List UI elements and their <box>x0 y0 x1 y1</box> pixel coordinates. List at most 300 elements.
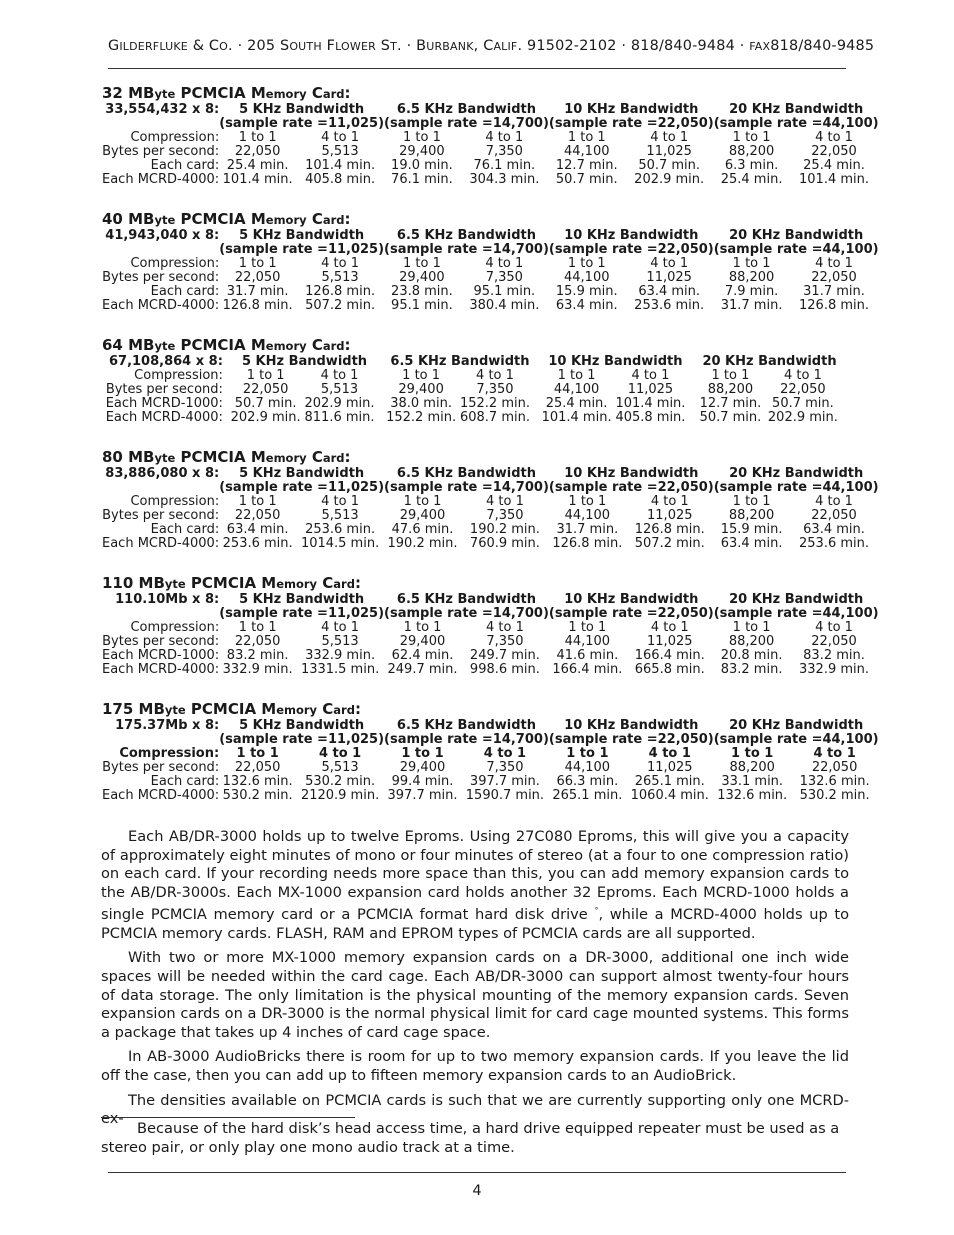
table-cell: 31.7 min. <box>226 284 289 299</box>
table-cell: 83.2 min. <box>803 648 865 663</box>
table-cell: 63.4 min. <box>226 522 289 537</box>
capacity-label: 83,886,080 x 8: <box>105 466 220 481</box>
paragraph-1: Each AB/DR-3000 holds up to twelve Eproms. Using 27C080 Eproms, this will give you a capacity of approximately eight minutes of mono or four minutes of stereo (at a four to one compression ratio) on each card. If your recording needs more space than this, you can add memory expansion cards to the AB/DR-3000s. Each MX-1000 expansion card holds another 32 Eproms. Each MCRD-1000 holds a single PCMCIA memory card or a PCMCIA format hard disk drive °, while a MCRD-4000 holds up to PCMCIA memory cards. FLASH, RAM and EPROM types of PCMCIA cards are all supported. <box>101 828 850 942</box>
table-cell: 4 to 1 <box>321 620 360 635</box>
table-cell: 50.7 min. <box>234 396 297 411</box>
table-cell: 50.7 min. <box>699 410 762 425</box>
table-row <box>102 369 842 383</box>
sample-rate-header: (sample rate =22,050) <box>548 116 714 131</box>
sample-rate-header: (sample rate =22,050) <box>548 480 714 495</box>
paragraph-3: In AB-3000 AudioBricks there is room for up to two memory expansion cards. If you leave the lid off the case, then you can add up to fifteen memory expansion cards to an AudioBrick. <box>101 1048 849 1084</box>
bandwidth-header: 5 KHz Bandwidth <box>239 592 365 607</box>
table-cell: 63.4 min. <box>555 298 618 313</box>
row-label: Bytes per second: <box>102 270 220 285</box>
table-cell: 44,100 <box>553 382 600 397</box>
table-cell: 126.8 min. <box>799 298 870 313</box>
table-cell: 397.7 min. <box>387 788 458 803</box>
table-cell: 1 to 1 <box>568 494 607 509</box>
page-number: 4 <box>472 1183 482 1199</box>
table-cell: 1 to 1 <box>732 620 771 635</box>
table-cell: 2120.9 min. <box>300 788 380 803</box>
table-cell: 7.9 min. <box>724 284 779 299</box>
table-row <box>102 299 879 313</box>
table-cell: 1 to 1 <box>403 620 442 635</box>
table-row <box>102 411 842 425</box>
sample-rate-header: (sample rate =14,700) <box>384 242 549 257</box>
row-label: Each MCRD-4000: <box>102 172 220 187</box>
table-cell: 1 to 1 <box>402 256 441 271</box>
table-cell: 29,400 <box>399 760 446 775</box>
table-cell: 405.8 min. <box>305 172 376 187</box>
sample-rate-row <box>102 607 879 621</box>
table-cell: 38.0 min. <box>390 396 452 411</box>
table-cell: 101.4 min. <box>541 410 612 425</box>
table-cell: 88,200 <box>728 270 775 285</box>
table-cell: 29,400 <box>398 382 444 397</box>
table-cell: 332.9 min. <box>305 648 376 663</box>
table-cell: 132.6 min. <box>799 774 870 789</box>
table-cell: 5,513 <box>321 760 359 775</box>
table-cell: 4 to 1 <box>485 130 524 145</box>
bandwidth-header: 20 KHz Bandwidth <box>729 102 864 117</box>
table-cell: 4 to 1 <box>815 494 853 509</box>
table-cell: 25.4 min. <box>803 158 865 173</box>
table-cell: 7,350 <box>486 634 524 649</box>
table-cell: 811.6 min. <box>304 410 375 425</box>
table-cell: 1 to 1 <box>567 256 606 271</box>
table-cell: 4 to 1 <box>783 368 822 383</box>
row-label: Compression: <box>119 746 220 761</box>
table-cell: 50.7 min. <box>638 158 701 173</box>
row-label: Each card: <box>150 774 220 789</box>
table-cell: 7,350 <box>486 760 524 775</box>
footnote: Because of the hard disk’s head access time, a hard drive equipped repeater must be used as a stereo pair, or only play one mono audio track at a time. <box>101 1120 840 1156</box>
table-cell: 265.1 min. <box>552 788 623 803</box>
table-row <box>102 635 879 649</box>
section-title: 175 MByte PCMCIA Memory Card: <box>102 700 361 718</box>
section-title: 64 MByte PCMCIA Memory Card: <box>102 336 351 354</box>
memory-card-section <box>102 448 879 551</box>
table-cell: 760.9 min. <box>469 536 540 551</box>
table-cell: 22,050 <box>234 270 281 285</box>
table-cell: 19.0 min. <box>391 158 453 173</box>
table-cell: 1 to 1 <box>238 130 277 145</box>
table-cell: 31.7 min. <box>720 298 783 313</box>
bandwidth-header: 6.5 KHz Bandwidth <box>390 354 530 369</box>
table-row <box>102 271 879 285</box>
table-cell: 4 to 1 <box>815 256 853 271</box>
table-cell: 1 to 1 <box>711 368 750 383</box>
capacity-table <box>102 593 879 677</box>
section-title: 110 MByte PCMCIA Memory Card: <box>102 574 361 592</box>
table-cell: 126.8 min. <box>552 536 623 551</box>
capacity-table <box>102 467 879 551</box>
bandwidth-header: 6.5 KHz Bandwidth <box>396 718 537 733</box>
table-cell: 608.7 min. <box>459 410 530 425</box>
table-row <box>102 537 879 551</box>
table-row <box>102 663 879 677</box>
bandwidth-header-row <box>102 467 879 481</box>
table-cell: 25.4 min. <box>545 396 608 411</box>
footer-rule <box>108 1172 846 1173</box>
table-cell: 1331.5 min. <box>300 662 380 677</box>
bandwidth-header-row <box>102 593 879 607</box>
table-cell: 1590.7 min. <box>465 788 545 803</box>
table-cell: 31.7 min. <box>556 522 619 537</box>
capacity-label: 175.37Mb x 8: <box>115 718 220 733</box>
memory-card-section <box>102 210 879 313</box>
section-title: 32 MByte PCMCIA Memory Card: <box>102 84 351 102</box>
table-cell: 4 to 1 <box>815 130 853 145</box>
table-cell: 1 to 1 <box>557 368 596 383</box>
bandwidth-header: 6.5 KHz Bandwidth <box>396 102 537 117</box>
row-label: Bytes per second: <box>102 144 220 159</box>
table-cell: 4 to 1 <box>648 746 691 761</box>
sample-rate-header: (sample rate =44,100) <box>713 480 879 495</box>
table-cell: 66.3 min. <box>556 774 619 789</box>
table-row <box>102 621 879 635</box>
table-cell: 4 to 1 <box>476 368 514 383</box>
table-cell: 22,050 <box>811 144 857 159</box>
paragraph-2: With two or more MX-1000 memory expansion cards on a DR-3000, additional one inch wide spaces will be needed within the card cage. Each AB/DR-3000 can support almost twenty-four hours of data storage. The only limitation is the physical mounting of the memory expansion cards. Seven expansion cards on a DR-3000 is the normal physical limit for card cage mounted systems. This forms a package that takes up 4 inches of card cage space. <box>101 949 849 1041</box>
bandwidth-header: 10 KHz Bandwidth <box>548 354 683 369</box>
table-cell: 4 to 1 <box>321 256 360 271</box>
bandwidth-header: 10 KHz Bandwidth <box>564 466 699 481</box>
table-cell: 202.9 min. <box>767 410 838 425</box>
section-title: 40 MByte PCMCIA Memory Card: <box>102 210 351 228</box>
table-cell: 4 to 1 <box>321 494 360 509</box>
table-cell: 1 to 1 <box>402 130 441 145</box>
sample-rate-header: (sample rate =11,025) <box>219 606 385 621</box>
memory-card-section <box>102 574 879 677</box>
sample-rate-header: (sample rate =11,025) <box>219 116 385 131</box>
table-cell: 99.4 min. <box>391 774 454 789</box>
table-cell: 83.2 min. <box>226 648 289 663</box>
row-label: Bytes per second: <box>102 760 220 775</box>
row-label: Each MCRD-1000: <box>105 396 223 411</box>
bandwidth-header: 20 KHz Bandwidth <box>729 592 864 607</box>
table-cell: 190.2 min. <box>387 536 458 551</box>
sample-rate-header: (sample rate =44,100) <box>713 242 879 257</box>
bandwidth-header: 20 KHz Bandwidth <box>729 718 864 733</box>
table-cell: 50.7 min. <box>555 172 618 187</box>
capacity-table <box>102 103 879 187</box>
table-cell: 4 to 1 <box>650 620 689 635</box>
table-cell: 332.9 min. <box>799 662 870 677</box>
table-cell: 5,513 <box>320 382 359 397</box>
row-label: Compression: <box>130 256 220 271</box>
table-row <box>102 257 879 271</box>
table-cell: 530.2 min. <box>222 788 293 803</box>
table-cell: 88,200 <box>707 382 754 397</box>
table-row <box>102 789 879 803</box>
bandwidth-header: 10 KHz Bandwidth <box>564 102 699 117</box>
table-cell: 22,050 <box>234 144 281 159</box>
sample-rate-header: (sample rate =44,100) <box>713 116 879 131</box>
sample-rate-header: (sample rate =14,700) <box>384 116 549 131</box>
row-label: Each MCRD-4000: <box>102 536 220 551</box>
table-row <box>102 159 879 173</box>
paragraph-4: The densities available on PCMCIA cards is such that we are currently supporting only one MCRD- ex- <box>101 1091 849 1128</box>
table-cell: 530.2 min. <box>799 788 870 803</box>
table-cell: 1 to 1 <box>238 494 277 509</box>
table-cell: 1 to 1 <box>238 256 277 271</box>
table-cell: 4 to 1 <box>321 130 360 145</box>
table-cell: 44,100 <box>564 634 611 649</box>
table-cell: 1 to 1 <box>403 494 442 509</box>
bandwidth-header-row <box>102 355 842 369</box>
table-cell: 166.4 min. <box>552 662 623 677</box>
capacity-label: 67,108,864 x 8: <box>108 354 223 369</box>
table-cell: 4 to 1 <box>650 130 689 145</box>
table-cell: 5,513 <box>321 634 359 649</box>
table-cell: 253.6 min. <box>305 522 376 537</box>
sample-rate-row <box>102 243 879 257</box>
bandwidth-header: 10 KHz Bandwidth <box>564 718 699 733</box>
table-cell: 101.4 min. <box>305 158 376 173</box>
table-cell: 265.1 min. <box>634 774 705 789</box>
table-cell: 152.2 min. <box>386 410 457 425</box>
table-cell: 95.1 min. <box>473 284 536 299</box>
table-cell: 29,400 <box>399 144 445 159</box>
table-cell: 11,025 <box>647 508 693 523</box>
table-cell: 41.6 min. <box>556 648 619 663</box>
table-cell: 126.8 min. <box>305 284 376 299</box>
table-cell: 88,200 <box>728 508 775 523</box>
table-row <box>102 649 879 663</box>
table-cell: 7,350 <box>485 144 523 159</box>
table-cell: 380.4 min. <box>469 298 540 313</box>
table-row <box>102 747 879 761</box>
memory-card-section <box>102 84 879 187</box>
table-cell: 12.7 min. <box>699 396 762 411</box>
table-row <box>102 775 879 789</box>
table-cell: 12.7 min. <box>555 158 618 173</box>
table-row <box>102 131 879 145</box>
bandwidth-header-row <box>102 103 879 117</box>
table-cell: 22,050 <box>811 760 858 775</box>
table-cell: 88,200 <box>729 760 775 775</box>
table-cell: 126.8 min. <box>634 522 705 537</box>
bandwidth-header: 20 KHz Bandwidth <box>729 228 864 243</box>
sample-rate-header: (sample rate =22,050) <box>548 606 714 621</box>
table-cell: 253.6 min. <box>634 298 705 313</box>
memory-card-section <box>102 700 879 803</box>
table-cell: 88,200 <box>728 634 775 649</box>
sample-rate-header: (sample rate =14,700) <box>384 606 549 621</box>
row-label: Each MCRD-1000: <box>102 648 220 663</box>
capacity-table <box>102 719 879 803</box>
table-row <box>102 397 842 411</box>
table-cell: 4 to 1 <box>320 368 359 383</box>
table-cell: 29,400 <box>399 508 446 523</box>
row-label: Bytes per second: <box>105 382 223 397</box>
table-cell: 22,050 <box>234 634 281 649</box>
table-row <box>102 173 879 187</box>
table-cell: 63.4 min. <box>638 284 701 299</box>
table-cell: 22,050 <box>234 508 281 523</box>
table-cell: 44,100 <box>564 144 610 159</box>
sample-rate-header: (sample rate =14,700) <box>384 480 549 495</box>
table-cell: 132.6 min. <box>222 774 293 789</box>
table-cell: 31.7 min. <box>803 284 865 299</box>
table-cell: 166.4 min. <box>634 648 705 663</box>
table-cell: 76.1 min. <box>391 172 453 187</box>
table-cell: 1 to 1 <box>401 746 444 761</box>
table-cell: 1 to 1 <box>567 130 606 145</box>
table-cell: 50.7 min. <box>772 396 834 411</box>
table-cell: 1 to 1 <box>402 368 441 383</box>
table-cell: 665.8 min. <box>634 662 705 677</box>
table-cell: 4 to 1 <box>650 494 689 509</box>
table-cell: 22,050 <box>811 270 857 285</box>
table-cell: 62.4 min. <box>391 648 454 663</box>
row-label: Compression: <box>134 368 223 383</box>
table-cell: 44,100 <box>564 760 611 775</box>
table-cell: 202.9 min. <box>634 172 705 187</box>
table-cell: 202.9 min. <box>230 410 301 425</box>
row-label: Each MCRD-4000: <box>102 298 220 313</box>
row-label: Compression: <box>130 620 220 635</box>
table-cell: 202.9 min. <box>304 396 375 411</box>
row-label: Each MCRD-4000: <box>102 662 220 677</box>
table-cell: 4 to 1 <box>483 746 527 761</box>
bandwidth-header: 20 KHz Bandwidth <box>729 466 864 481</box>
table-cell: 44,100 <box>564 270 610 285</box>
bandwidth-header-row <box>102 229 879 243</box>
table-cell: 83.2 min. <box>720 662 783 677</box>
table-cell: 88,200 <box>728 144 775 159</box>
table-cell: 1 to 1 <box>568 620 607 635</box>
table-cell: 11,025 <box>646 144 692 159</box>
table-cell: 5,513 <box>321 270 359 285</box>
row-label: Bytes per second: <box>102 508 220 523</box>
bandwidth-header: 10 KHz Bandwidth <box>564 592 699 607</box>
table-cell: 22,050 <box>234 760 281 775</box>
section-title: 80 MByte PCMCIA Memory Card: <box>102 448 351 466</box>
table-cell: 4 to 1 <box>631 368 670 383</box>
table-cell: 25.4 min. <box>226 158 289 173</box>
table-row <box>102 761 879 775</box>
capacity-label: 41,943,040 x 8: <box>105 228 220 243</box>
table-cell: 4 to 1 <box>815 620 853 635</box>
bandwidth-header: 5 KHz Bandwidth <box>241 354 368 369</box>
sample-rate-header: (sample rate =11,025) <box>219 732 385 747</box>
table-cell: 20.8 min. <box>720 648 783 663</box>
table-cell: 23.8 min. <box>391 284 453 299</box>
table-row <box>102 495 879 509</box>
row-label: Each MCRD-4000: <box>102 788 220 803</box>
table-cell: 25.4 min. <box>720 172 783 187</box>
table-cell: 253.6 min. <box>222 536 293 551</box>
bandwidth-header: 6.5 KHz Bandwidth <box>396 228 537 243</box>
table-cell: 11,025 <box>646 270 692 285</box>
table-row <box>102 145 879 159</box>
table-cell: 5,513 <box>321 508 359 523</box>
bandwidth-header: 10 KHz Bandwidth <box>564 228 699 243</box>
table-cell: 29,400 <box>399 270 445 285</box>
table-row <box>102 383 842 397</box>
table-cell: 332.9 min. <box>222 662 293 677</box>
table-cell: 4 to 1 <box>318 746 362 761</box>
table-row <box>102 285 879 299</box>
table-cell: 507.2 min. <box>634 536 705 551</box>
table-cell: 47.6 min. <box>391 522 454 537</box>
header-rule <box>108 68 846 69</box>
table-cell: 405.8 min. <box>615 410 686 425</box>
capacity-label: 33,554,432 x 8: <box>105 102 220 117</box>
row-label: Each MCRD-4000: <box>105 410 223 425</box>
bandwidth-header: 6.5 KHz Bandwidth <box>396 466 537 481</box>
table-cell: 11,025 <box>647 634 693 649</box>
table-cell: 7,350 <box>486 508 524 523</box>
bandwidth-header: 5 KHz Bandwidth <box>239 718 365 733</box>
table-cell: 5,513 <box>321 144 359 159</box>
table-cell: 29,400 <box>399 634 446 649</box>
table-row <box>102 523 879 537</box>
table-cell: 304.3 min. <box>469 172 540 187</box>
bandwidth-header: 20 KHz Bandwidth <box>702 354 837 369</box>
table-cell: 11,025 <box>647 760 693 775</box>
table-cell: 190.2 min. <box>469 522 540 537</box>
memory-card-section <box>102 336 842 425</box>
sample-rate-header: (sample rate =44,100) <box>713 732 879 747</box>
bandwidth-header: 6.5 KHz Bandwidth <box>396 592 537 607</box>
sample-rate-header: (sample rate =11,025) <box>219 480 385 495</box>
table-cell: 249.7 min. <box>469 648 540 663</box>
table-cell: 22,050 <box>242 382 289 397</box>
table-cell: 101.4 min. <box>799 172 870 187</box>
row-label: Each card: <box>150 284 220 299</box>
footnote-marker: ° <box>594 906 599 916</box>
table-cell: 22,050 <box>811 508 857 523</box>
table-cell: 530.2 min. <box>305 774 376 789</box>
table-cell: 1 to 1 <box>731 746 774 761</box>
table-cell: 63.4 min. <box>803 522 865 537</box>
table-cell: 11,025 <box>627 382 674 397</box>
table-cell: 4 to 1 <box>486 494 524 509</box>
table-cell: 998.6 min. <box>469 662 540 677</box>
footnote-rule <box>101 1117 355 1118</box>
bandwidth-header-row <box>102 719 879 733</box>
table-cell: 126.8 min. <box>222 298 293 313</box>
sample-rate-row <box>102 481 879 495</box>
table-cell: 63.4 min. <box>720 536 783 551</box>
sample-rate-header: (sample rate =22,050) <box>548 242 714 257</box>
table-cell: 1014.5 min. <box>300 536 380 551</box>
table-cell: 7,350 <box>476 382 514 397</box>
sample-rate-row <box>102 733 879 747</box>
table-cell: 507.2 min. <box>305 298 376 313</box>
table-cell: 1 to 1 <box>732 256 771 271</box>
row-label: Bytes per second: <box>102 634 220 649</box>
row-label: Compression: <box>130 494 220 509</box>
page-header: GILDERFLUKE & CO. · 205 SOUTH FLOWER ST. · BURBANK, CALIF. 91502-2102 · 818/840-9484 · FAX818/840-9485 <box>108 38 875 54</box>
table-cell: 1060.4 min. <box>630 788 709 803</box>
table-cell: 1 to 1 <box>246 368 285 383</box>
table-cell: 1 to 1 <box>236 746 279 761</box>
table-cell: 95.1 min. <box>391 298 453 313</box>
table-cell: 253.6 min. <box>799 536 870 551</box>
table-cell: 22,050 <box>780 382 826 397</box>
sample-rate-header: (sample rate =22,050) <box>548 732 714 747</box>
sample-rate-row <box>102 117 879 131</box>
bandwidth-header: 5 KHz Bandwidth <box>239 466 365 481</box>
row-label: Compression: <box>130 130 220 145</box>
capacity-table <box>102 355 842 425</box>
table-cell: 44,100 <box>564 508 611 523</box>
table-cell: 15.9 min. <box>555 284 618 299</box>
